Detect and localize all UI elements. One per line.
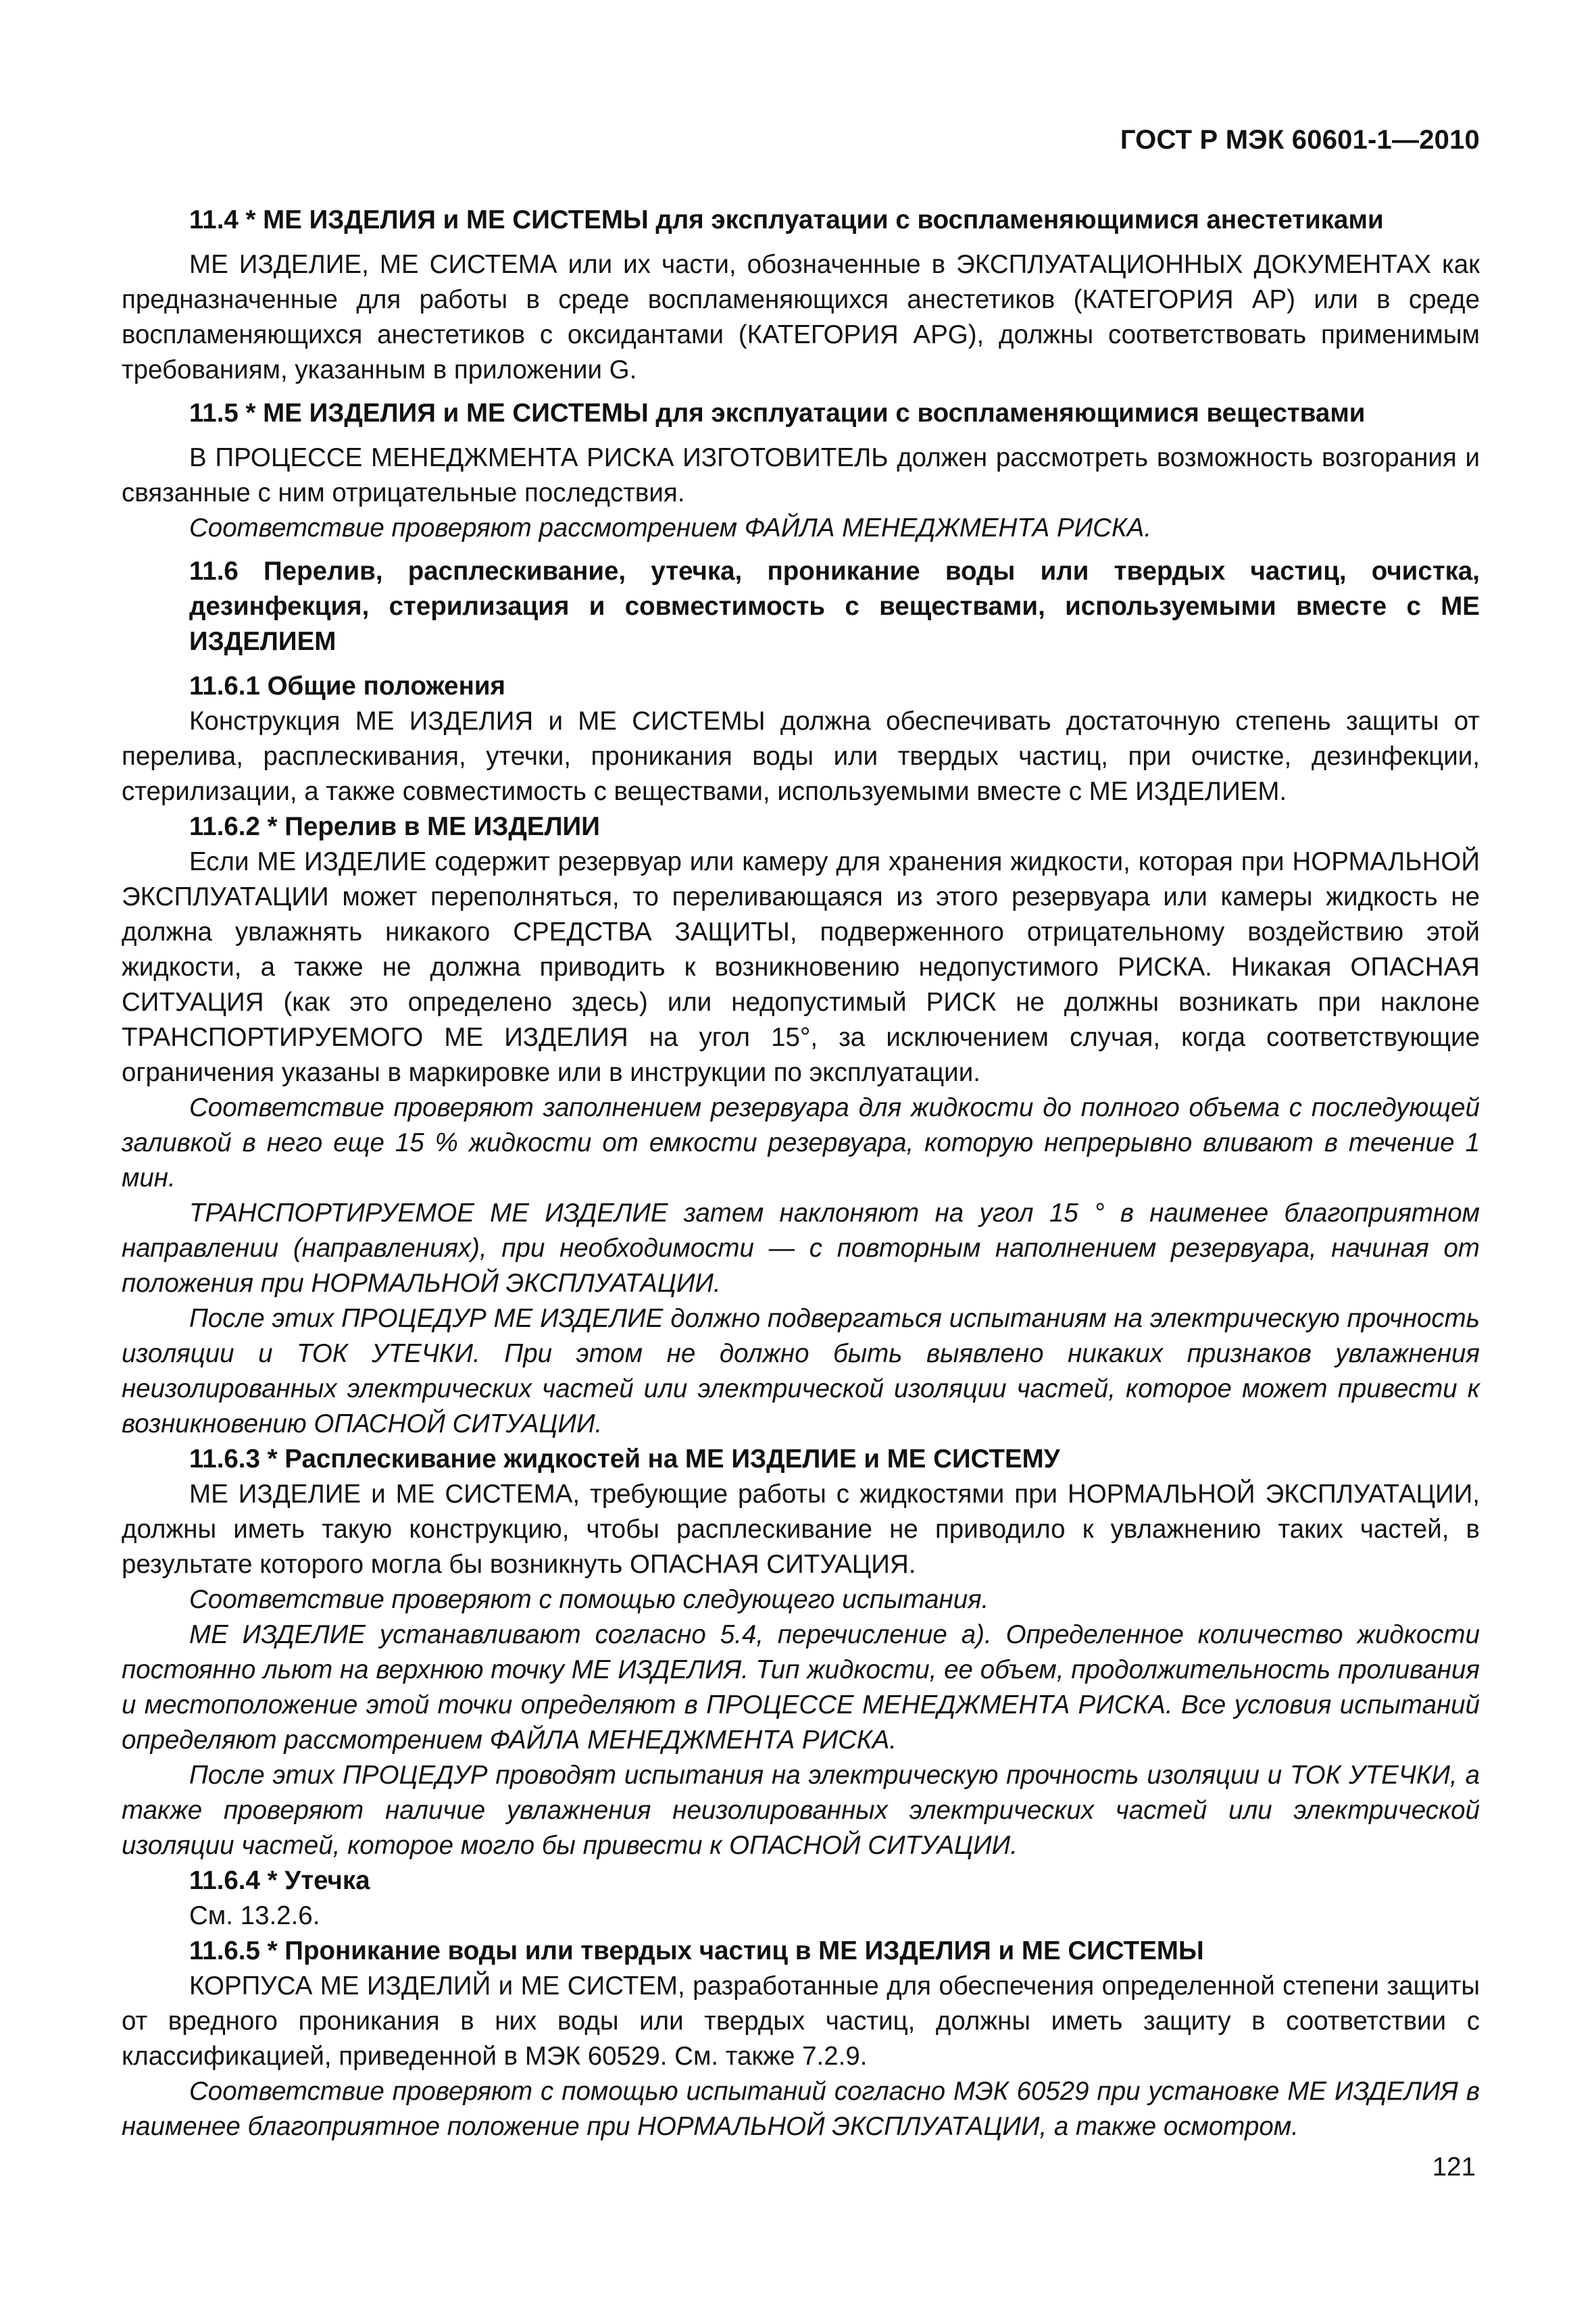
section-11-6 [122, 554, 1480, 659]
compliance-paragraph: После этих ПРОЦЕДУР МЕ ИЗДЕЛИЕ должно подвергаться испытаниям на электрическую прочность изоляции и ТОК УТЕЧКИ. При этом не должно быть выявлено никаких признаков увлажнения неизолированных электрических частей или электрической изоляции частей, которое может привести к возникновению ОПАСНОЙ СИТУАЦИИ. [122, 1304, 1480, 1438]
section-11-6-5 [122, 1934, 1480, 2144]
section-heading: 11.5 * МЕ ИЗДЕЛИЯ и МЕ СИСТЕМЫ для эксплуатации с воспламеняющимися веществами [189, 399, 1366, 428]
compliance-paragraph: Соответствие проверяют рассмотрением ФАЙЛА МЕНЕДЖМЕНТА РИСКА. [189, 513, 1152, 543]
compliance-paragraph: После этих ПРОЦЕДУР проводят испытания на электрическую прочность изоляции и ТОК УТЕЧКИ, а также проверяют наличие увлажнения неизолированных электрических частей или электрической изоляции частей, которое могло бы привести к ОПАСНОЙ СИТУАЦИИ. [122, 1761, 1480, 1860]
section-11-6-3 [122, 1442, 1480, 1863]
subsection-heading: 11.6.3 * Расплескивание жидкостей на МЕ ИЗДЕЛИЕ и МЕ СИСТЕМУ [189, 1444, 1060, 1474]
paragraph: В ПРОЦЕССЕ МЕНЕДЖМЕНТА РИСКА ИЗГОТОВИТЕЛЬ должен рассмотреть возможность возгорания и связанные с ним отрицательные последствия. [122, 443, 1480, 507]
section-11-4 [122, 203, 1480, 388]
paragraph: Если МЕ ИЗДЕЛИЕ содержит резервуар или камеру для хранения жидкости, которая при НОРМАЛЬНОЙ ЭКСПЛУАТАЦИИ может переполняться, то переливающаяся из этого резервуара или камеры жидкость не должна увлажнять никакого СРЕДСТВА ЗАЩИТЫ, подверженного отрицательному воздействию этой жидкости, а также не должна приводить к возникновению недопустимого РИСКА. Никакая ОПАСНАЯ СИТУАЦИЯ (как это определено здесь) или недопустимый РИСК не должны возникать при наклоне ТРАНСПОРТИРУЕМОГО МЕ ИЗДЕЛИЯ на угол 15°, за исключением случая, когда соответствующие ограничения указаны в маркировке или в инструкции по эксплуатации. [122, 847, 1480, 1087]
document-header: ГОСТ Р МЭК 60601-1—2010 [1120, 125, 1480, 155]
paragraph: МЕ ИЗДЕЛИЕ, МЕ СИСТЕМА или их части, обозначенные в ЭКСПЛУАТАЦИОННЫХ ДОКУМЕНТАХ как предназначенные для работы в среде воспламеняющихся анестетиков (КАТЕГОРИЯ АР) или в среде воспламеняющихся анестетиков с оксидантами (КАТЕГОРИЯ APG), должны соответствовать применимым требованиям, указанным в приложении G. [122, 250, 1480, 384]
section-11-5 [122, 396, 1480, 546]
paragraph: КОРПУСА МЕ ИЗДЕЛИЙ и МЕ СИСТЕМ, разработанные для обеспечения определенной степени защиты от вредного проникания в них воды или твердых частиц, должны иметь защиту в соответствии с классификацией, приведенной в МЭК 60529. См. также 7.2.9. [122, 1971, 1480, 2071]
compliance-paragraph: ТРАНСПОРТИРУЕМОЕ МЕ ИЗДЕЛИЕ затем наклоняют на угол 15 ° в наименее благоприятном направлении (направлениях), при необходимости — с повторным наполнением резервуара, начиная от положения при НОРМАЛЬНОЙ ЭКСПЛУАТАЦИИ. [122, 1199, 1480, 1298]
page-body [122, 115, 1480, 2144]
compliance-paragraph: МЕ ИЗДЕЛИЕ устанавливают согласно 5.4, перечисление а). Определенное количество жидкости постоянно льют на верхнюю точку МЕ ИЗДЕЛИЯ. Тип жидкости, ее объем, продолжительность проливания и местоположение этой точки определяют в ПРОЦЕССЕ МЕНЕДЖМЕНТА РИСКА. Все условия испытаний определяют рассмотрением ФАЙЛА МЕНЕДЖМЕНТА РИСКА. [122, 1620, 1480, 1755]
section-11-6-4 [122, 1863, 1480, 1934]
page-number: 121 [1432, 2153, 1476, 2182]
compliance-paragraph: Соответствие проверяют заполнением резервуара для жидкости до полного объема с последующей заливкой в него еще 15 % жидкости от емкости резервуара, которую непрерывно вливают в течение 1 мин. [122, 1093, 1480, 1192]
paragraph: МЕ ИЗДЕЛИЕ и МЕ СИСТЕМА, требующие работы с жидкостями при НОРМАЛЬНОЙ ЭКСПЛУАТАЦИИ, должны иметь такую конструкцию, чтобы расплескивание не приводило к увлажнению таких частей, в результате которого могла бы возникнуть ОПАСНАЯ СИТУАЦИЯ. [122, 1480, 1480, 1579]
subsection-heading: 11.6.2 * Перелив в МЕ ИЗДЕЛИИ [189, 812, 600, 841]
subsection-heading: 11.6.1 Общие положения [189, 672, 505, 701]
subsection-heading: 11.6.4 * Утечка [189, 1866, 370, 1895]
section-heading: 11.4 * МЕ ИЗДЕЛИЯ и МЕ СИСТЕМЫ для эксплуатации с воспламеняющимися анестетиками [189, 205, 1384, 234]
subsection-heading: 11.6.5 * Проникание воды или твердых частиц в МЕ ИЗДЕЛИЯ и МЕ СИСТЕМЫ [189, 1936, 1204, 1965]
section-heading: 11.6 Перелив, расплескивание, утечка, проникание воды или твердых частиц, очистка, дезинфекция, стерилизация и совместимость с веществами, используемыми вместе с МЕ ИЗДЕЛИЕМ [189, 557, 1480, 656]
compliance-paragraph: Соответствие проверяют с помощью следующего испытания. [189, 1585, 989, 1614]
compliance-paragraph: Соответствие проверяют с помощью испытаний согласно МЭК 60529 при установке МЕ ИЗДЕЛИЯ в наименее благоприятное положение при НОРМАЛЬНОЙ ЭКСПЛУАТАЦИИ, а также осмотром. [122, 2077, 1480, 2141]
paragraph: См. 13.2.6. [189, 1901, 320, 1930]
section-11-6-1 [122, 669, 1480, 809]
section-11-6-2 [122, 809, 1480, 1442]
paragraph: Конструкция МЕ ИЗДЕЛИЯ и МЕ СИСТЕМЫ должна обеспечивать достаточную степень защиты от перелива, расплескивания, утечки, проникания воды или твердых частиц, при очистке, дезинфекции, стерилизации, а также совместимость с веществами, используемыми вместе с МЕ ИЗДЕЛИЕМ. [122, 707, 1480, 806]
